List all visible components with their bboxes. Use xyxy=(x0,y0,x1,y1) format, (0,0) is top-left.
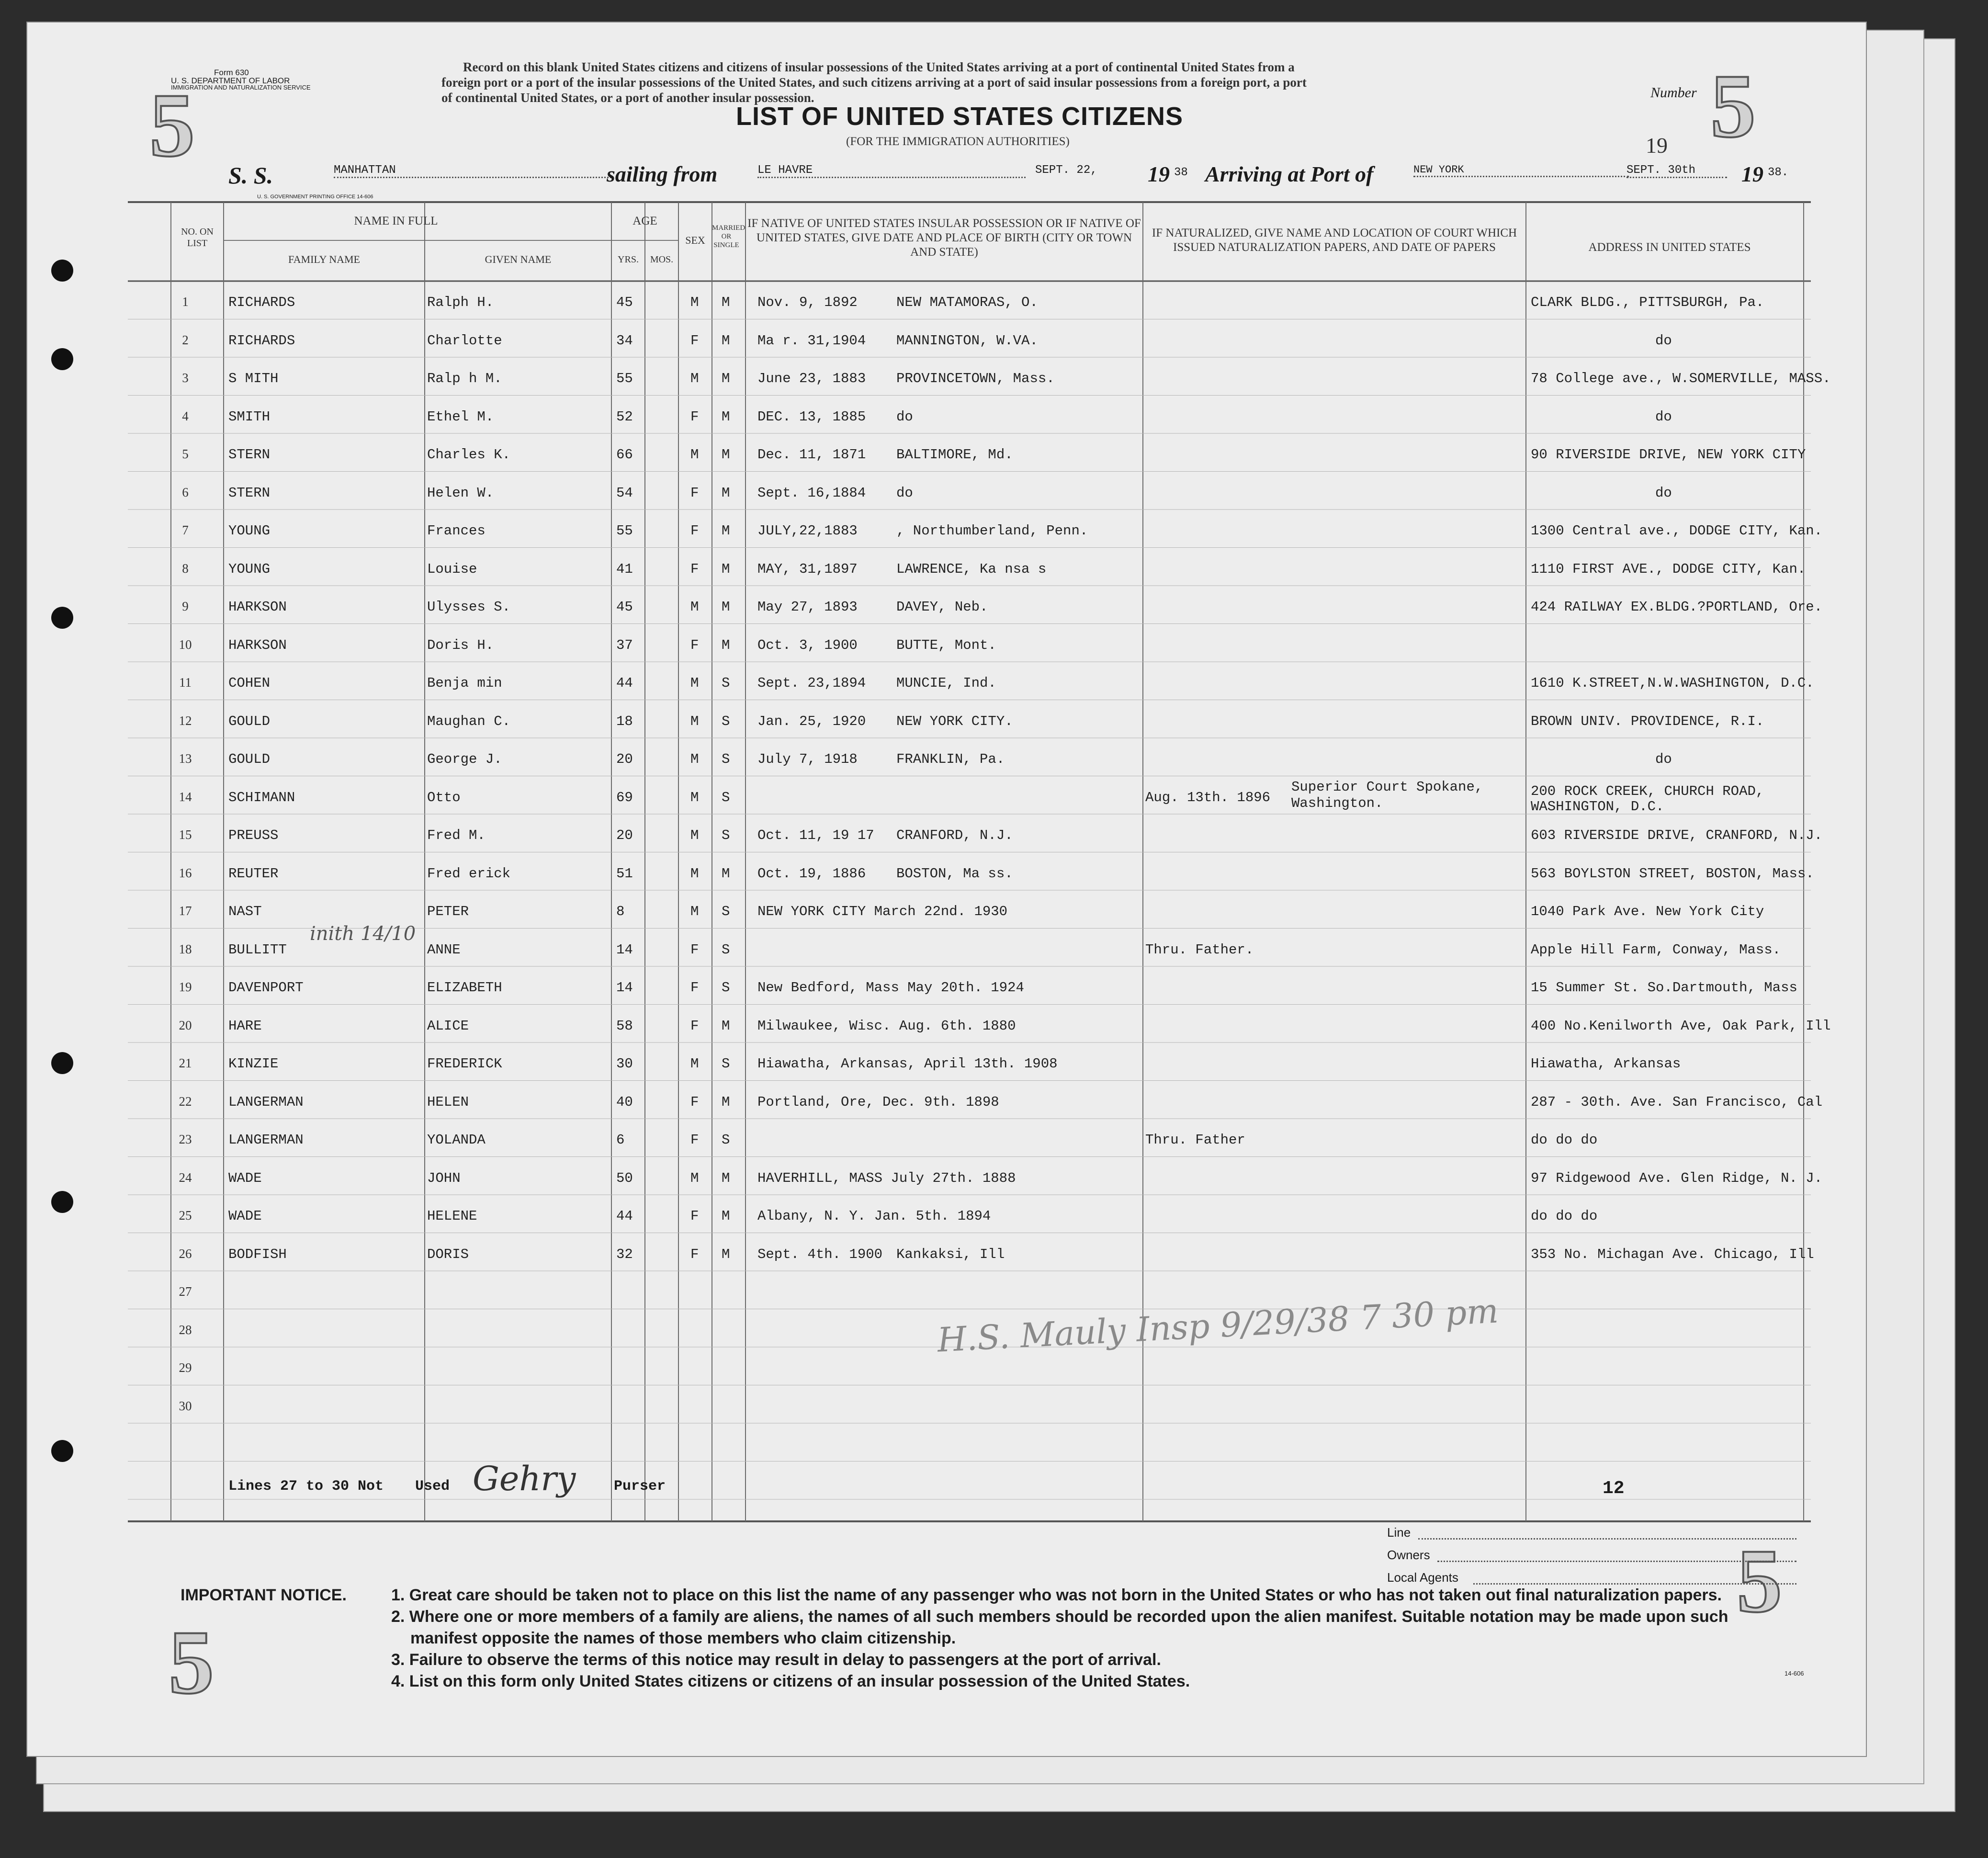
arrival-date: SEPT. 30th xyxy=(1627,164,1727,178)
us-address: 1040 Park Ave. New York City xyxy=(1531,904,1764,919)
birth-date: Oct. 3, 1900 xyxy=(757,637,858,653)
birth-date: Portland, Ore, Dec. 9th. 1898 xyxy=(757,1094,999,1110)
us-address: do xyxy=(1655,751,1672,767)
year1-suffix: 38 xyxy=(1174,166,1188,179)
birth-place: LAWRENCE, Ka nsa s xyxy=(896,561,1047,577)
given-name: ELIZABETH xyxy=(427,980,502,996)
row-number: 25 xyxy=(179,1208,192,1223)
given-name: HELENE xyxy=(427,1208,477,1224)
age-years: 32 xyxy=(616,1246,633,1262)
form-number: Form 630 xyxy=(214,68,249,77)
naturalization-info: Aug. 13th. 1896 xyxy=(1145,789,1271,805)
family-name: BODFISH xyxy=(228,1246,287,1262)
header-naturalized: IF NATURALIZED, GIVE NAME AND LOCATION OF COURT WHICH ISSUED NATURALIZATION PAPERS, AND DATE OF PAPERS xyxy=(1152,227,1517,254)
row-number: 15 xyxy=(179,827,192,842)
page-subtitle: (FOR THE IMMIGRATION AUTHORITIES) xyxy=(846,135,1070,148)
row-number: 4 xyxy=(182,408,189,423)
birth-place: Kankaksi, Ill xyxy=(896,1246,1005,1262)
age-years: 66 xyxy=(616,447,633,463)
agents-label: Local Agents xyxy=(1387,1570,1458,1585)
row-number: 8 xyxy=(182,561,189,576)
birth-place: CRANFORD, N.J. xyxy=(896,827,1013,843)
birth-date: Ma r. 31,1904 xyxy=(757,332,866,349)
preamble-line: foreign port or a port of the insular possessions of the United States, and such citizens arriving at a port of said insular possessions from a foreign port, a port xyxy=(441,75,1307,90)
age-years: 6 xyxy=(616,1132,625,1148)
row-number: 28 xyxy=(179,1322,192,1337)
family-name: BULLITT xyxy=(228,941,287,958)
sex: F xyxy=(690,1208,699,1224)
header-no-on-list: NO. ON LIST xyxy=(181,227,214,249)
family-name: PREUSS xyxy=(228,827,279,843)
given-name: Frances xyxy=(427,523,486,539)
marital-status: S xyxy=(722,941,730,958)
notice-item-2: 2. Where one or more members of a family are aliens, the names of all such members should be recorded upon the alien manifest. Suitable notation may be made upon such xyxy=(391,1608,1728,1626)
naturalization-info: Thru. Father xyxy=(1145,1132,1245,1148)
us-address: 287 - 30th. Ave. San Francisco, Cal xyxy=(1531,1094,1823,1110)
row-number: 10 xyxy=(179,637,192,652)
birth-date: Jan. 25, 1920 xyxy=(757,713,866,729)
birth-place: do xyxy=(896,408,913,425)
family-name: HARE xyxy=(228,1018,262,1034)
us-address: 97 Ridgewood Ave. Glen Ridge, N. J. xyxy=(1531,1170,1823,1186)
row-number: 3 xyxy=(182,371,189,385)
marital-status: M xyxy=(722,371,730,386)
marital-status: M xyxy=(722,485,730,501)
marital-status: S xyxy=(722,713,730,729)
row-number: 1 xyxy=(182,295,189,309)
sex: F xyxy=(690,941,699,958)
sex: F xyxy=(690,637,699,653)
sex: F xyxy=(690,980,699,996)
birth-date: Dec. 11, 1871 xyxy=(757,447,866,463)
row-number: 7 xyxy=(182,523,189,537)
owners-label: Owners xyxy=(1387,1548,1430,1562)
year1: 19 xyxy=(1148,162,1170,186)
us-address: 353 No. Michagan Ave. Chicago, Ill xyxy=(1531,1246,1814,1262)
us-address: Hiawatha, Arkansas xyxy=(1531,1056,1681,1072)
given-name: Ralp h M. xyxy=(427,371,502,386)
us-address: do do do xyxy=(1531,1208,1598,1224)
marital-status: M xyxy=(722,865,730,882)
year2-suffix: 38. xyxy=(1768,166,1789,179)
us-address: Apple Hill Farm, Conway, Mass. xyxy=(1531,941,1781,958)
marital-status: M xyxy=(722,447,730,463)
given-name: Benja min xyxy=(427,675,502,691)
given-name: Helen W. xyxy=(427,485,494,501)
manifest-page xyxy=(26,22,1867,1757)
given-name: Charlotte xyxy=(427,332,502,349)
birth-date: Oct. 11, 19 17 xyxy=(757,827,874,843)
age-years: 14 xyxy=(616,941,633,958)
age-years: 44 xyxy=(616,675,633,691)
us-address: 15 Summer St. So.Dartmouth, Mass xyxy=(1531,980,1797,996)
birth-date: JULY,22,1883 xyxy=(757,523,858,539)
family-name: RICHARDS xyxy=(228,295,295,310)
family-name: SCHIMANN xyxy=(228,789,295,805)
age-years: 18 xyxy=(616,713,633,729)
age-years: 52 xyxy=(616,408,633,425)
age-years: 20 xyxy=(616,827,633,843)
marital-status: M xyxy=(722,523,730,539)
birth-place: MANNINGTON, W.VA. xyxy=(896,332,1038,349)
marital-status: S xyxy=(722,904,730,919)
header-mos: MOS. xyxy=(650,254,674,265)
birth-date: June 23, 1883 xyxy=(757,371,866,386)
family-name: GOULD xyxy=(228,713,271,729)
us-address: 200 ROCK CREEK, CHURCH ROAD, WASHINGTON, D.C. xyxy=(1531,783,1764,815)
preamble-line: Record on this blank United States citizens and citizens of insular possessions of the United States arriving at a port of continental United States from a xyxy=(463,60,1295,74)
birth-date: Nov. 9, 1892 xyxy=(757,295,858,310)
purser-label: Purser xyxy=(614,1478,666,1495)
marital-status: M xyxy=(722,408,730,425)
purser-signature: Gehry xyxy=(473,1459,576,1498)
family-name: REUTER xyxy=(228,865,279,882)
lines-not-used: Lines 27 to 30 Not xyxy=(228,1478,384,1495)
marital-status: M xyxy=(722,599,730,615)
us-address: 603 RIVERSIDE DRIVE, CRANFORD, N.J. xyxy=(1531,827,1823,843)
sex: F xyxy=(690,485,699,501)
arriving-label: Arriving at Port of xyxy=(1205,162,1374,186)
marital-status: S xyxy=(722,1056,730,1072)
used-label: Used xyxy=(415,1478,450,1495)
service: IMMIGRATION AND NATURALIZATION SERVICE xyxy=(171,84,311,91)
department: U. S. DEPARTMENT OF LABOR xyxy=(171,76,290,85)
notice-item-3: 3. Failure to observe the terms of this notice may result in delay to passengers at the port of arrival. xyxy=(391,1651,1161,1669)
marital-status: S xyxy=(722,980,730,996)
birth-date: Oct. 19, 1886 xyxy=(757,865,866,882)
line-rule xyxy=(1418,1538,1796,1540)
birth-place: NEW MATAMORAS, O. xyxy=(896,295,1038,310)
ss-label: S. S. xyxy=(228,162,273,189)
preamble-line: of continental United States, or a port of another insular possession. xyxy=(441,91,814,105)
marital-status: M xyxy=(722,1246,730,1262)
row-number: 23 xyxy=(179,1132,192,1146)
birth-place: BOSTON, Ma ss. xyxy=(896,865,1013,882)
big-number-stamp: 5 xyxy=(1710,56,1756,157)
notice-title: IMPORTANT NOTICE. xyxy=(181,1586,347,1604)
header-age: AGE xyxy=(633,215,657,227)
age-years: 44 xyxy=(616,1208,633,1224)
birth-place: PROVINCETOWN, Mass. xyxy=(896,371,1055,386)
naturalization-court: Superior Court Spokane, Washington. xyxy=(1291,779,1483,811)
year2: 19 xyxy=(1741,162,1763,186)
given-name: Maughan C. xyxy=(427,713,511,729)
age-years: 30 xyxy=(616,1056,633,1072)
family-name: KINZIE xyxy=(228,1056,279,1072)
manifest-grid xyxy=(27,23,1866,1756)
age-years: 40 xyxy=(616,1094,633,1110)
age-years: 58 xyxy=(616,1018,633,1034)
row-number: 19 xyxy=(179,980,192,994)
printing-office: U. S. GOVERNMENT PRINTING OFFICE 14-606 xyxy=(257,194,373,200)
row-number: 2 xyxy=(182,332,189,347)
row-number: 17 xyxy=(179,904,192,918)
big-number-stamp: 5 xyxy=(169,1612,214,1713)
us-address: 1610 K.STREET,N.W.WASHINGTON, D.C. xyxy=(1531,675,1814,691)
header-family-name: FAMILY NAME xyxy=(288,253,360,265)
sex: M xyxy=(690,827,699,843)
family-name: HARKSON xyxy=(228,637,287,653)
birth-place: , Northumberland, Penn. xyxy=(896,523,1088,539)
sex: F xyxy=(690,332,699,349)
page-count: 12 xyxy=(1603,1478,1625,1499)
age-years: 20 xyxy=(616,751,633,767)
marital-status: M xyxy=(722,295,730,310)
given-name: Ralph H. xyxy=(427,295,494,310)
us-address: do xyxy=(1655,408,1672,425)
sailing-label: sailing from xyxy=(607,162,718,186)
row-number: 18 xyxy=(179,941,192,956)
birth-date: MAY, 31,1897 xyxy=(757,561,858,577)
sex: F xyxy=(690,408,699,425)
age-years: 14 xyxy=(616,980,633,996)
birth-place: FRANKLIN, Pa. xyxy=(896,751,1005,767)
given-name: DORIS xyxy=(427,1246,469,1262)
family-name: STERN xyxy=(228,485,271,501)
given-name: Ulysses S. xyxy=(427,599,511,615)
sex: M xyxy=(690,1056,699,1072)
age-years: 45 xyxy=(616,295,633,310)
header-married-single: MARRIED OR SINGLE xyxy=(712,224,746,249)
line-label: Line xyxy=(1387,1525,1411,1540)
header-name-in-full: NAME IN FULL xyxy=(354,215,438,227)
birth-date: NEW YORK CITY March 22nd. 1930 xyxy=(757,904,1008,919)
birth-place: BUTTE, Mont. xyxy=(896,637,996,653)
birth-place: NEW YORK CITY. xyxy=(896,713,1013,729)
birth-date: May 27, 1893 xyxy=(757,599,858,615)
family-name: DAVENPORT xyxy=(228,980,304,996)
marital-status: S xyxy=(722,675,730,691)
row-number: 11 xyxy=(179,675,192,690)
birth-date: Sept. 16,1884 xyxy=(757,485,866,501)
row-number: 29 xyxy=(179,1360,192,1375)
row-number: 12 xyxy=(179,713,192,728)
age-years: 41 xyxy=(616,561,633,577)
marital-status: S xyxy=(722,827,730,843)
row-number: 20 xyxy=(179,1018,192,1032)
header-given-name: GIVEN NAME xyxy=(485,253,552,265)
given-name: YOLANDA xyxy=(427,1132,486,1148)
header-address: ADDRESS IN UNITED STATES xyxy=(1588,241,1751,254)
us-address: 424 RAILWAY EX.BLDG.?PORTLAND, Ore. xyxy=(1531,599,1823,615)
big-number-stamp: 5 xyxy=(1737,1531,1782,1631)
naturalization-info: Thru. Father. xyxy=(1145,941,1254,958)
family-name: S MITH xyxy=(228,371,279,386)
birth-place: MUNCIE, Ind. xyxy=(896,675,996,691)
sex: F xyxy=(690,1246,699,1262)
row-number: 14 xyxy=(179,789,192,804)
year-prefix-handwritten: 19 xyxy=(1646,133,1668,158)
us-address: 1300 Central ave., DODGE CITY, Kan. xyxy=(1531,523,1823,539)
marital-status: M xyxy=(722,1094,730,1110)
sex: M xyxy=(690,1170,699,1186)
arrival-port: NEW YORK xyxy=(1413,164,1629,177)
birth-date: Sept. 4th. 1900 xyxy=(757,1246,883,1262)
family-name: WADE xyxy=(228,1208,262,1224)
birth-place: BALTIMORE, Md. xyxy=(896,447,1013,463)
marital-status: M xyxy=(722,1018,730,1034)
marital-status: M xyxy=(722,1170,730,1186)
row-number: 22 xyxy=(179,1094,192,1109)
given-name: Louise xyxy=(427,561,477,577)
row-number: 5 xyxy=(182,447,189,461)
birth-date: Milwaukee, Wisc. Aug. 6th. 1880 xyxy=(757,1018,1016,1034)
family-name: LANGERMAN xyxy=(228,1132,304,1148)
number-label: Number xyxy=(1650,85,1697,101)
us-address: CLARK BLDG., PITTSBURGH, Pa. xyxy=(1531,295,1764,310)
sex: M xyxy=(690,447,699,463)
sex: M xyxy=(690,713,699,729)
birth-date: Sept. 23,1894 xyxy=(757,675,866,691)
birth-date: DEC. 13, 1885 xyxy=(757,408,866,425)
us-address: do xyxy=(1655,332,1672,349)
us-address: BROWN UNIV. PROVIDENCE, R.I. xyxy=(1531,713,1764,729)
us-address: 78 College ave., W.SOMERVILLE, MASS. xyxy=(1531,371,1831,386)
given-name: Doris H. xyxy=(427,637,494,653)
row-number: 16 xyxy=(179,865,192,880)
given-name: Charles K. xyxy=(427,447,511,463)
sex: F xyxy=(690,561,699,577)
birth-date: HAVERHILL, MASS July 27th. 1888 xyxy=(757,1170,1016,1186)
birth-date: Hiawatha, Arkansas, April 13th. 1908 xyxy=(757,1056,1058,1072)
given-name: Fred M. xyxy=(427,827,486,843)
given-name: HELEN xyxy=(427,1094,469,1110)
age-years: 45 xyxy=(616,599,633,615)
marital-status: S xyxy=(722,789,730,805)
row-number: 9 xyxy=(182,599,189,613)
sex: M xyxy=(690,865,699,882)
age-years: 37 xyxy=(616,637,633,653)
us-address: 90 RIVERSIDE DRIVE, NEW YORK CITY xyxy=(1531,447,1806,463)
departure-port: LE HAVRE xyxy=(757,164,1026,178)
departure-date: SEPT. 22, xyxy=(1035,164,1097,177)
family-name: LANGERMAN xyxy=(228,1094,304,1110)
age-years: 54 xyxy=(616,485,633,501)
sex: M xyxy=(690,675,699,691)
ship-name: MANHATTAN xyxy=(334,164,611,178)
row-number: 13 xyxy=(179,751,192,766)
marital-status: M xyxy=(722,332,730,349)
notice-item-1: 1. Great care should be taken not to place on this list the name of any passenger who was not born in the United States or who has not taken out final naturalization papers. xyxy=(391,1586,1722,1604)
row-number: 6 xyxy=(182,485,189,499)
us-address: do xyxy=(1655,485,1672,501)
header-sex: SEX xyxy=(685,234,705,246)
age-years: 34 xyxy=(616,332,633,349)
us-address: 1110 FIRST AVE., DODGE CITY, Kan. xyxy=(1531,561,1806,577)
notice-item-4: 4. List on this form only United States citizens or citizens of an insular possession of the United States. xyxy=(391,1672,1190,1690)
row-number: 30 xyxy=(179,1398,192,1413)
marital-status: M xyxy=(722,637,730,653)
age-years: 51 xyxy=(616,865,633,882)
handwritten-row16-note: inith 14/10 xyxy=(310,923,416,945)
marital-status: S xyxy=(722,1132,730,1148)
given-name: Fred erick xyxy=(427,865,511,882)
us-address: 563 BOYLSTON STREET, BOSTON, Mass. xyxy=(1531,865,1814,882)
owners-rule xyxy=(1437,1561,1796,1562)
sex: M xyxy=(690,371,699,386)
age-years: 55 xyxy=(616,371,633,386)
age-years: 50 xyxy=(616,1170,633,1186)
given-name: PETER xyxy=(427,904,469,919)
row-number: 24 xyxy=(179,1170,192,1185)
row-number: 26 xyxy=(179,1246,192,1261)
family-name: YOUNG xyxy=(228,561,271,577)
given-name: Otto xyxy=(427,789,461,805)
age-years: 8 xyxy=(616,904,625,919)
small-form-code: 14-606 xyxy=(1785,1670,1804,1677)
header-birth: IF NATIVE OF UNITED STATES INSULAR POSSESSION OR IF NATIVE OF UNITED STATES, GIVE DATE AND PLACE OF BIRTH (CITY OR TOWN AND STATE) xyxy=(747,217,1141,259)
sex: M xyxy=(690,599,699,615)
birth-place: do xyxy=(896,485,913,501)
inspector-note: H.S. Mauly Insp 9/29/38 7 30 pm xyxy=(936,1291,1500,1360)
age-years: 55 xyxy=(616,523,633,539)
family-name: YOUNG xyxy=(228,523,271,539)
sex: M xyxy=(690,751,699,767)
agents-rule xyxy=(1473,1583,1796,1585)
given-name: ALICE xyxy=(427,1018,469,1034)
family-name: WADE xyxy=(228,1170,262,1186)
family-name: STERN xyxy=(228,447,271,463)
given-name: Ethel M. xyxy=(427,408,494,425)
given-name: FREDERICK xyxy=(427,1056,502,1072)
marital-status: M xyxy=(722,561,730,577)
marital-status: S xyxy=(722,751,730,767)
given-name: George J. xyxy=(427,751,502,767)
sex: F xyxy=(690,1018,699,1034)
age-years: 69 xyxy=(616,789,633,805)
sex: F xyxy=(690,1132,699,1148)
family-name: RICHARDS xyxy=(228,332,295,349)
birth-place: DAVEY, Neb. xyxy=(896,599,988,615)
notice-item-2-cont: manifest opposite the names of those members who claim citizenship. xyxy=(410,1629,956,1647)
sex: F xyxy=(690,1094,699,1110)
birth-date: Albany, N. Y. Jan. 5th. 1894 xyxy=(757,1208,991,1224)
given-name: ANNE xyxy=(427,941,461,958)
page-title: LIST OF UNITED STATES CITIZENS xyxy=(736,102,1183,131)
us-address: do do do xyxy=(1531,1132,1598,1148)
birth-date: New Bedford, Mass May 20th. 1924 xyxy=(757,980,1024,996)
header-yrs: YRS. xyxy=(618,254,639,265)
row-number: 27 xyxy=(179,1284,192,1299)
us-address: 400 No.Kenilworth Ave, Oak Park, Ill xyxy=(1531,1018,1831,1034)
sex: M xyxy=(690,904,699,919)
marital-status: M xyxy=(722,1208,730,1224)
big-number-stamp: 5 xyxy=(149,75,195,176)
sex: F xyxy=(690,523,699,539)
birth-date: July 7, 1918 xyxy=(757,751,858,767)
family-name: GOULD xyxy=(228,751,271,767)
sex: M xyxy=(690,789,699,805)
family-name: SMITH xyxy=(228,408,271,425)
family-name: NAST xyxy=(228,904,262,919)
family-name: HARKSON xyxy=(228,599,287,615)
given-name: JOHN xyxy=(427,1170,461,1186)
sex: M xyxy=(690,295,699,310)
row-number: 21 xyxy=(179,1056,192,1070)
family-name: COHEN xyxy=(228,675,271,691)
